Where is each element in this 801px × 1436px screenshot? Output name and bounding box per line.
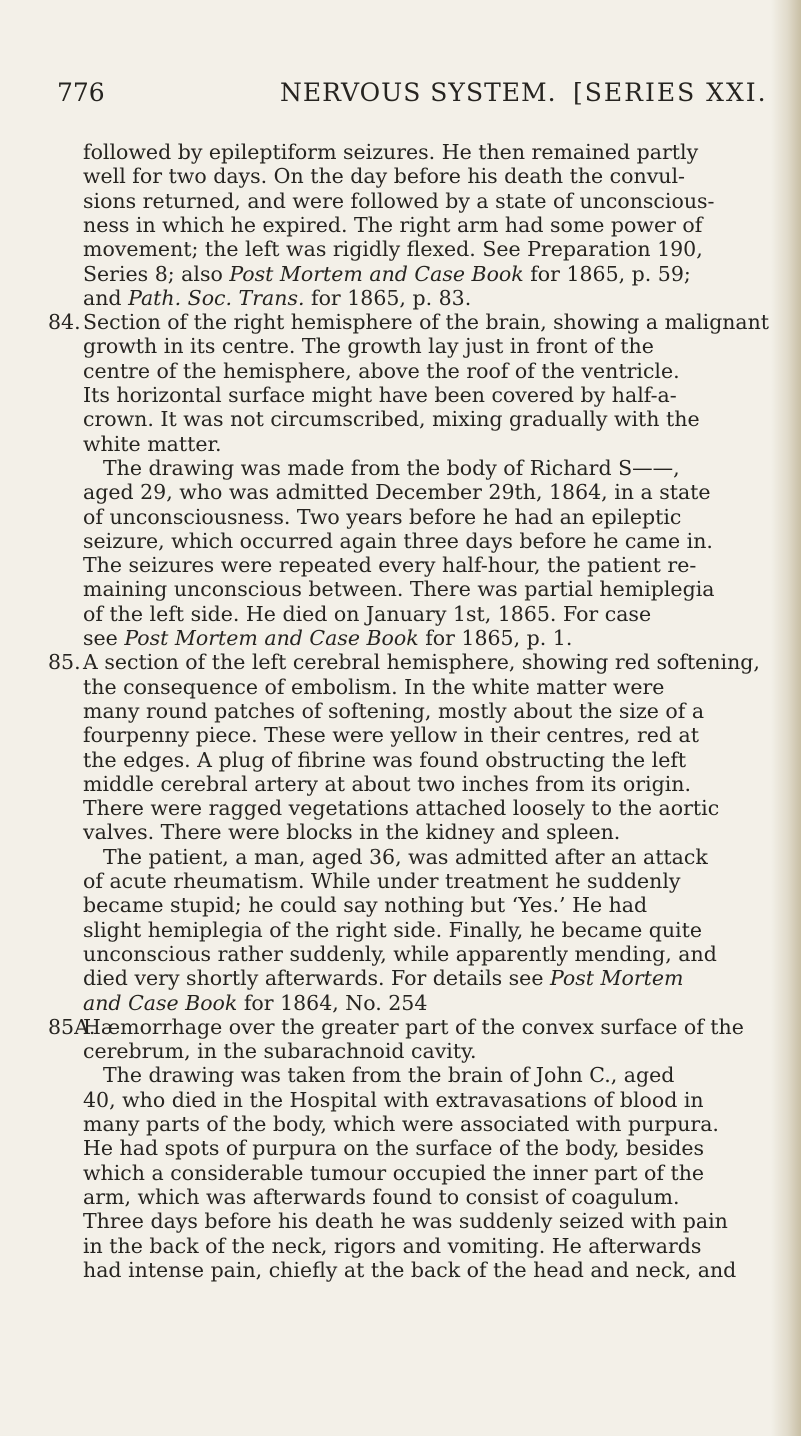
italic-title: Post Mortem and Case Book [124,626,419,650]
text-segment: many parts of the body, which were associated with purpura. [83,1112,719,1136]
text-segment: see [83,626,125,650]
text-segment: ness in which he expired. The right arm had some power of [83,212,703,237]
text-line [83,1209,728,1233]
text-segment: many round patches of softening, mostly about the size of a [83,698,705,723]
text-segment: sions returned, and were followed by a state of unconscious- [83,188,715,213]
text-line [83,893,647,917]
text-segment: 40, who died in the Hospital with extravasations of blood in [83,1087,704,1112]
text-line [83,1039,476,1063]
text-segment: in the back of the neck, rigors and vomiting. He afterwards [83,1233,702,1258]
text-segment: which a considerable tumour occupied the inner part of the [83,1160,705,1185]
text-segment: aged 29, who was admitted December 29th, 1864, in a state [83,480,711,505]
text-line [83,334,654,358]
text-line [83,237,703,261]
text-segment: died very shortly afterwards. For details see [83,966,550,991]
text-line [103,845,708,869]
text-segment: of unconsciousness. Two years before he had an epileptic [83,504,682,529]
text-segment: valves. There were blocks in the kidney and spleen. [83,820,621,845]
text-line [83,675,664,699]
text-line [83,505,681,529]
text-line [83,529,713,553]
text-segment: cerebrum, in the subarachnoid cavity. [83,1039,477,1064]
italic-title: Post Mortem [549,966,684,991]
text-line [83,772,691,796]
text-segment: The patient, a man, aged 36, was admitted after an attack [103,844,708,869]
text-line [83,820,620,844]
text-line [83,577,714,601]
text-segment: Series 8; also [83,261,230,286]
page-number: 776 [57,78,105,107]
text-segment: maining unconscious between. There was partial hemiplegia [83,577,715,602]
text-line [83,1258,736,1282]
text-segment: middle cerebral artery at about two inches from its origin. [83,771,691,796]
text-segment: the consequence of embolism. In the white matter were [83,674,665,699]
text-line [103,456,680,480]
text-line [83,1234,701,1258]
text-segment: well for two days. On the day before his death the convul- [83,164,685,189]
text-segment: unconscious rather suddenly, while apparently mending, and [83,941,717,966]
text-line [83,650,760,674]
text-line [83,918,702,942]
text-line [83,480,711,504]
text-line [83,991,427,1015]
item-number: 85. [48,650,81,675]
text-line [83,1161,704,1185]
text-line [83,942,717,966]
text-segment: movement; the left was rigidly flexed. See Preparation 190, [83,237,703,262]
text-line [83,164,685,188]
text-segment: The drawing was made from the body of Richard S——, [103,455,680,480]
text-line [83,748,686,772]
text-segment: There were ragged vegetations attached loosely to the aortic [83,796,720,821]
text-segment: fourpenny piece. These were yellow in their centres, red at [83,723,699,748]
text-line [83,359,680,383]
text-line [83,1088,704,1112]
text-segment: for 1864, No. 254 [237,990,428,1015]
text-segment: Its horizontal surface might have been covered by half-a- [83,383,677,407]
text-line [83,140,698,164]
text-line [83,626,572,650]
text-segment: He had spots of purpura on the surface of the body, besides [83,1136,705,1161]
text-line [83,189,714,213]
text-line [83,966,684,990]
running-title: NERVOUS SYSTEM. [280,78,557,107]
series-label: [SERIES XXI. [573,78,768,107]
page-header [57,78,769,110]
italic-title: Path. Soc. Trans. [128,285,305,310]
text-segment: for 1865, p. 83. [304,285,472,310]
text-segment: slight hemiplegia of the right side. Finally, he became quite [83,917,702,942]
text-segment: of the left side. He died on January 1st, 1865. For case [83,601,652,626]
text-segment: centre of the hemisphere, above the roof of the ventricle. [83,358,680,383]
text-line [83,1185,680,1209]
text-segment: of acute rheumatism. While under treatment he suddenly [83,869,681,893]
text-line [83,699,704,723]
text-segment: Three days before his death he was suddenly seized with pain [83,1209,728,1234]
text-segment: A section of the left cerebral hemisphere, showing red softening, [83,650,760,675]
italic-title: and Case Book [83,990,238,1015]
text-segment: the edges. A plug of fibrine was found obstructing the left [83,747,687,772]
text-line [83,432,222,456]
text-segment: The seizures were repeated every half-hour, the patient re- [83,553,697,578]
text-segment: seizure, which occurred again three days before he came in. [83,528,713,553]
text-line [83,262,691,286]
text-segment: Hæmorrhage over the greater part of the convex surface of the [83,1014,744,1039]
page-edge-shadow [771,0,801,1436]
text-segment: for 1865, p. 1. [418,626,573,650]
text-line [83,602,651,626]
text-segment: had intense pain, chiefly at the back of the head and neck, and [83,1257,737,1282]
text-segment: and [83,285,129,310]
text-segment: crown. It was not circumscribed, mixing gradually with the [83,407,700,432]
text-line [83,796,719,820]
text-segment: Section of the right hemisphere of the brain, showing a malignant [83,310,769,335]
text-line [83,286,471,310]
text-line [103,1063,674,1087]
text-line [83,310,769,334]
text-line [83,1015,744,1039]
text-segment: The drawing was taken from the brain of John C., aged [103,1063,675,1088]
item-number: 84. [48,310,81,335]
text-line [83,383,677,407]
text-segment: white matter. [83,431,222,456]
italic-title: Post Mortem and Case Book [229,261,524,286]
text-line [83,869,680,893]
text-line [83,213,702,237]
text-line [83,1136,704,1160]
item-number: 85A. [48,1014,96,1039]
text-line [83,553,696,577]
text-segment: followed by epileptiform seizures. He then remained partly [83,140,699,164]
text-segment: became stupid; he could say nothing but ‘Yes.’ He had [83,893,648,918]
text-line [83,407,700,431]
text-segment: arm, which was afterwards found to consist of coagulum. [83,1184,680,1209]
text-line [83,1112,719,1136]
text-segment: for 1865, p. 59; [523,261,691,286]
text-segment: growth in its centre. The growth lay just in front of the [83,334,654,359]
text-line [83,723,699,747]
